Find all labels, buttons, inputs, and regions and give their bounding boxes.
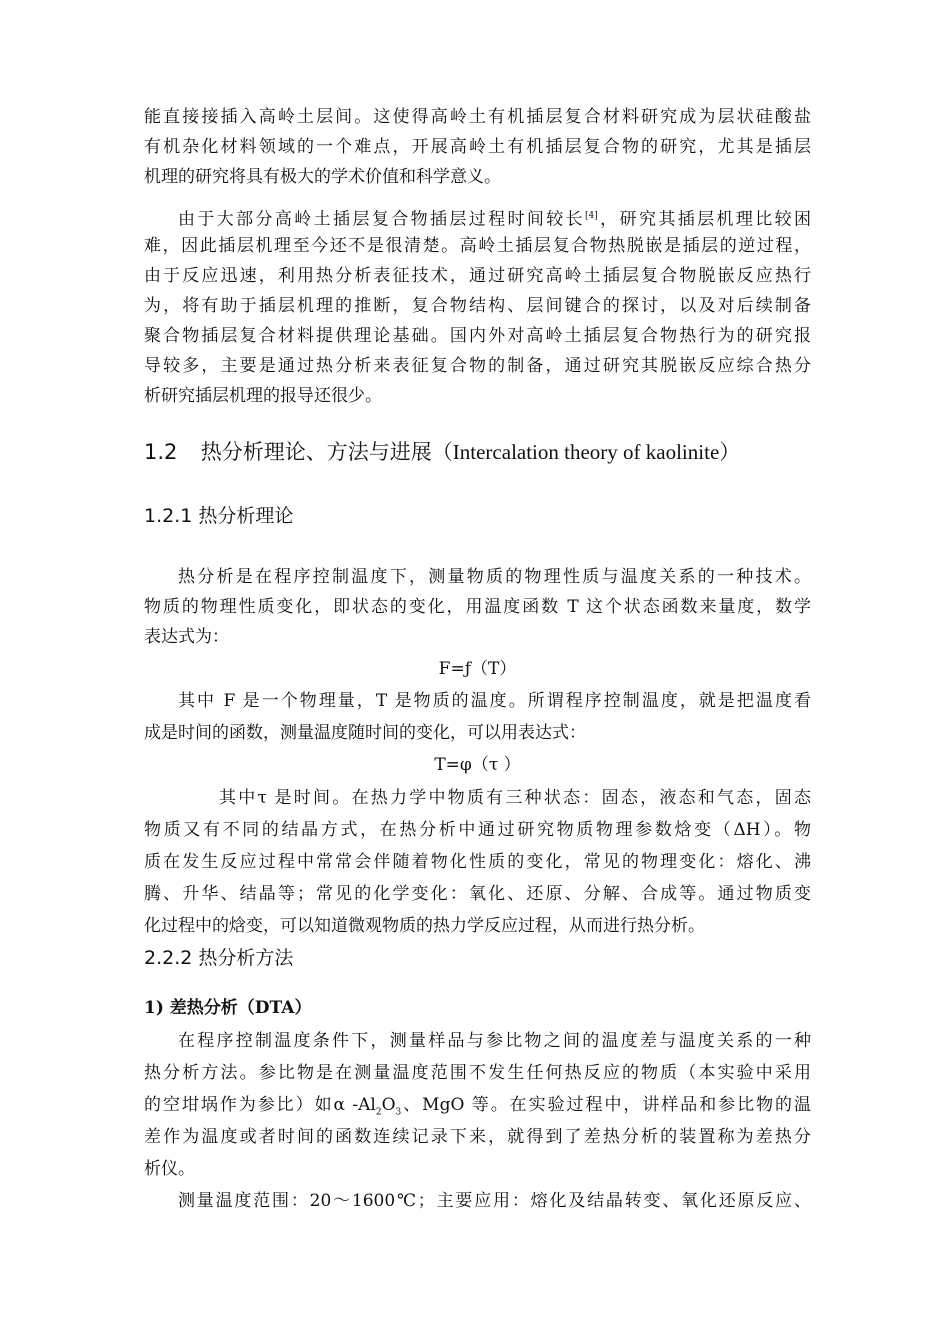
section-title-close: ） <box>719 440 741 464</box>
text-line: 腾、升华、结晶等；常见的化学变化：氧化、还原、分解、合成等。通过物质变 <box>144 884 811 904</box>
text-line: 物质又有不同的结晶方式，在热分析中通过研究物质物理参数焓变（ΔH）。物 <box>144 820 811 840</box>
text-line <box>178 203 811 229</box>
section-number: 1.2 <box>144 440 178 464</box>
section-title-en: Intercalation theory of kaolinite <box>452 440 720 464</box>
text-line: 析仪。 <box>144 1159 195 1179</box>
text-segment: 由于大部分高岭土插层复合物插层过程时间较长 <box>178 209 586 230</box>
text-line: 化过程中的焓变，可以知道微观物质的热力学反应过程，从而进行热分析。 <box>144 916 705 936</box>
text-line: 热分析是在程序控制温度下，测量物质的物理性质与温度关系的一种技术。 <box>178 567 811 587</box>
text-line: 热分析方法。参比物是在测量温度范围不发生任何热反应的物质（本实验中采用 <box>144 1063 811 1083</box>
text-line <box>144 1092 811 1118</box>
text-line: 析研究插层机理的报导还很少。 <box>144 386 382 406</box>
subsection-heading <box>144 502 293 530</box>
section-title: 热分析理论、方法与进展（ <box>200 440 453 464</box>
citation-ref: [4] <box>585 211 598 221</box>
text-line: 测量温度范围：20～1600℃；主要应用：熔化及结晶转变、氧化还原反应、 <box>178 1191 811 1211</box>
formula: T=φ（τ ） <box>434 755 521 775</box>
text-line: 表达式为： <box>144 627 229 647</box>
subsection-title: 热分析方法 <box>198 947 294 969</box>
text-line: 其中τ 是时间。在热力学中物质有三种状态：固态，液态和气态，固态 <box>219 788 811 808</box>
text-line: 能直接接插入高岭土层间。这使得高岭土有机插层复合材料研究成为层状硅酸盐 <box>144 107 811 127</box>
text-line: 其中 F 是一个物理量，T 是物质的温度。所谓程序控制温度，就是把温度看 <box>178 691 811 711</box>
subscript: 2 <box>375 1107 382 1118</box>
text-line: 有机杂化材料领域的一个难点，开展高岭土有机插层复合物的研究，尤其是插层 <box>144 137 811 157</box>
text-line: 聚合物插层复合材料提供理论基础。国内外对高岭土插层复合物热行为的研究报 <box>144 326 811 346</box>
text-line: 差作为温度或者时间的函数连续记录下来，就得到了差热分析的装置称为差热分 <box>144 1127 811 1147</box>
method-heading: 1) 差热分析（DTA） <box>144 998 312 1018</box>
subsection-title: 热分析理论 <box>198 505 294 527</box>
subsection-number: 1.2.1 <box>144 505 193 527</box>
text-line: 质在发生反应过程中常常会伴随着物化性质的变化，常见的物理变化：熔化、沸 <box>144 852 811 872</box>
text-segment: 、MgO 等。在实验过程中，讲样品和参比物的温 <box>401 1095 811 1115</box>
text-line: 导较多，主要是通过热分析来表征复合物的制备，通过研究其脱嵌反应综合热分 <box>144 356 811 376</box>
text-segment: ，研究其插层机理比较困 <box>597 209 812 230</box>
subsection-number: 2.2.2 <box>144 947 193 969</box>
text-line: 机理的研究将具有极大的学术价值和科学意义。 <box>144 167 501 187</box>
text-line: 在程序控制温度条件下，测量样品与参比物之间的温度差与温度关系的一种 <box>178 1031 811 1051</box>
subscript: 3 <box>395 1107 402 1118</box>
text-line: 物质的物理性质变化，即状态的变化，用温度函数 T 这个状态函数来量度，数学 <box>144 597 811 617</box>
text-line: 由于反应迅速，利用热分析表征技术，通过研究高岭土插层复合物脱嵌反应热行 <box>144 266 811 286</box>
text-line: 难，因此插层机理至今还不是很清楚。高岭土插层复合物热脱嵌是插层的逆过程， <box>144 236 811 256</box>
text-line: 为，将有助于插层机理的推断，复合物结构、层间键合的探讨，以及对后续制备 <box>144 296 811 316</box>
text-line: 成是时间的函数，测量温度随时间的变化，可以用表达式： <box>144 723 586 743</box>
formula: F=ƒ（T） <box>438 659 517 679</box>
subsection-heading <box>144 944 293 972</box>
text-segment: 的空坩埚作为参比）如α -Al <box>144 1095 376 1115</box>
text-segment: O <box>381 1095 396 1115</box>
section-heading <box>144 437 740 467</box>
